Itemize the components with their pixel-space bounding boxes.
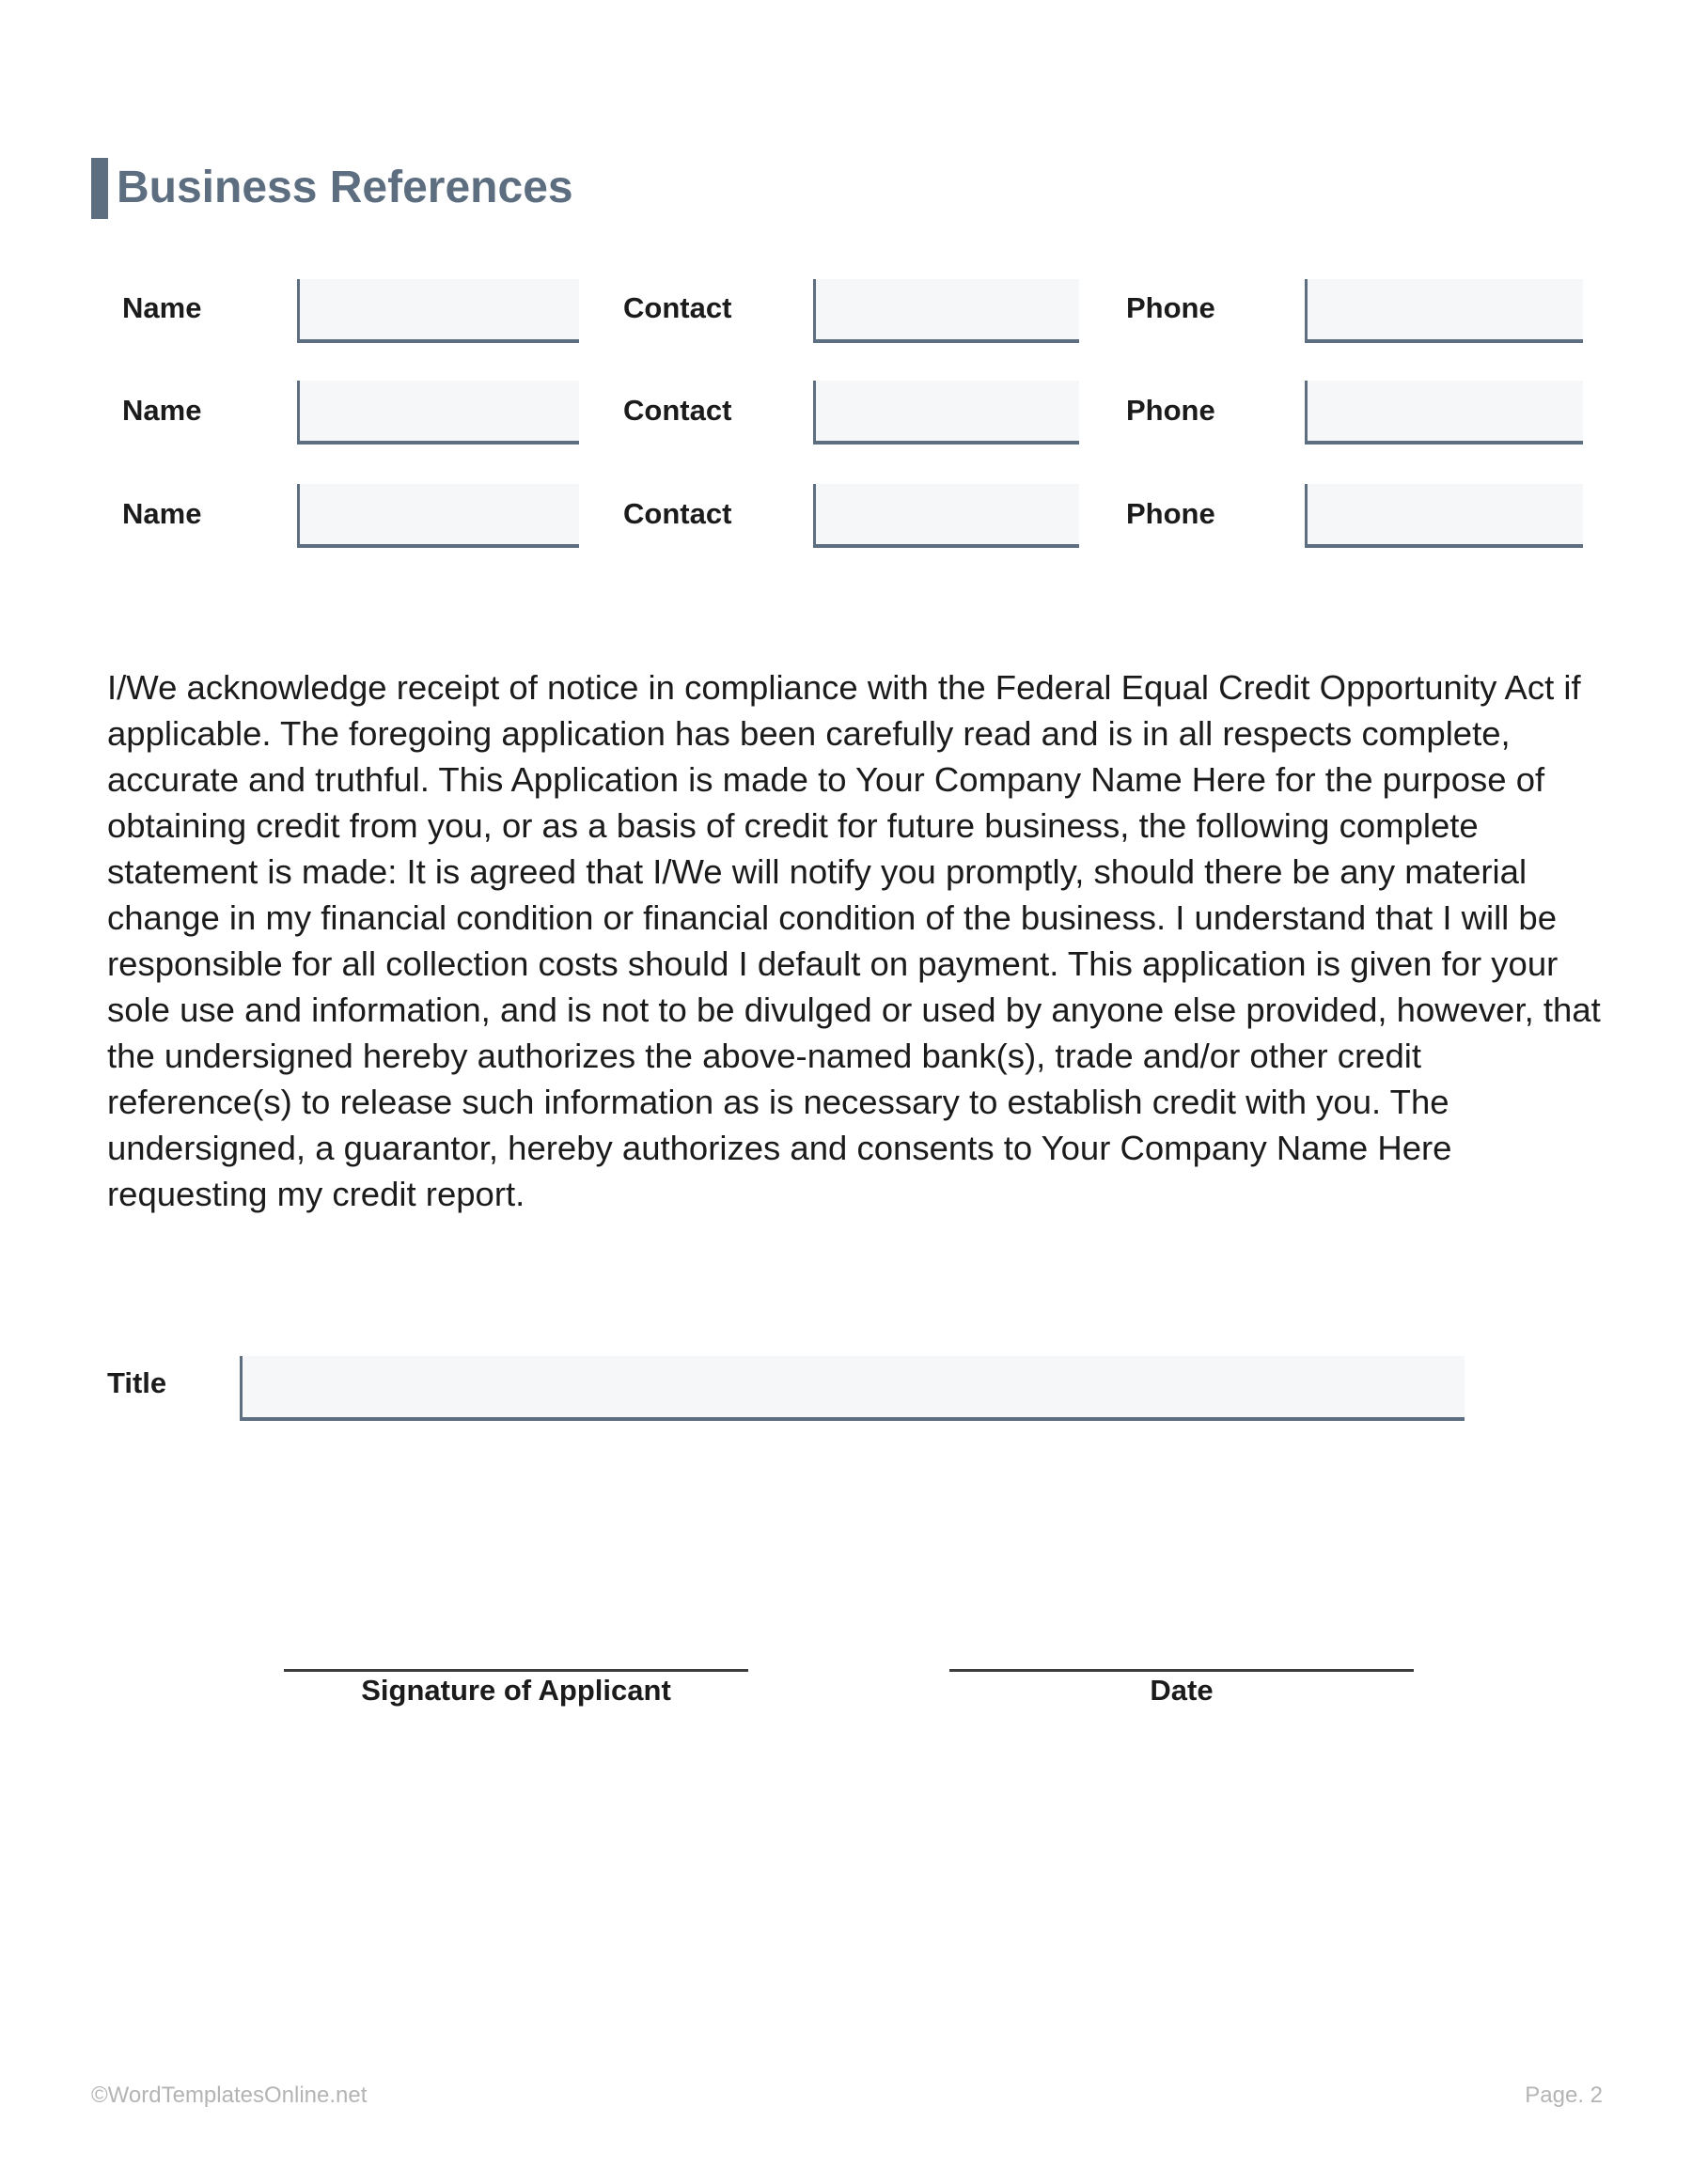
heading-accent-bar [91, 158, 108, 219]
date-caption: Date [1150, 1674, 1214, 1707]
reference-3-phone-field[interactable] [1305, 484, 1583, 548]
reference-3-phone-label: Phone [1126, 497, 1215, 530]
reference-1-phone-field[interactable] [1305, 279, 1583, 343]
reference-3-name-label: Name [122, 497, 202, 530]
reference-1-contact-field[interactable] [813, 279, 1079, 343]
reference-3-contact-field[interactable] [813, 484, 1079, 548]
acknowledgement-paragraph: I/We acknowledge receipt of notice in compliance with the Federal Equal Credit Opportunity Act if applicable. The foregoing application has been carefully read and is in all respects complete, accurate and truthful. This Application is made to Your Company Name Here for the purpose of obtaining credit from you, or as a basis of credit for future business, the following complete statement is made: It is agreed that I/We will notify you promptly, should there be any material change in my financial condition or financial condition of the business. I understand that I will be responsible for all collection costs should I default on payment. This application is given for your sole use and information, and is not to be divulged or used by anyone else provided, however, that the undersigned hereby authorizes the above-named bank(s), trade and/or other credit reference(s) to release such information as is necessary to establish credit with you. The undersigned, a guarantor, hereby authorizes and consents to Your Company Name Here requesting my credit report. [107, 668, 1601, 1213]
footer-copyright: ©WordTemplatesOnline.net [91, 2083, 368, 2108]
reference-1-name-field[interactable] [297, 279, 579, 343]
title-field[interactable] [240, 1356, 1465, 1421]
reference-3-name-field[interactable] [297, 484, 579, 548]
reference-2-name-label: Name [122, 394, 202, 427]
reference-3-contact-label: Contact [623, 497, 732, 530]
reference-1-phone-label: Phone [1126, 291, 1215, 324]
reference-2-contact-field[interactable] [813, 381, 1079, 445]
signature-caption: Signature of Applicant [361, 1674, 671, 1707]
reference-2-name-field[interactable] [297, 381, 579, 445]
reference-2-phone-field[interactable] [1305, 381, 1583, 445]
section-title: Business References [117, 163, 573, 212]
title-label: Title [107, 1366, 167, 1399]
reference-2-contact-label: Contact [623, 394, 732, 427]
footer-page-number: Page. 2 [1525, 2083, 1603, 2108]
reference-1-contact-label: Contact [623, 291, 732, 324]
reference-1-name-label: Name [122, 291, 202, 324]
reference-2-phone-label: Phone [1126, 394, 1215, 427]
